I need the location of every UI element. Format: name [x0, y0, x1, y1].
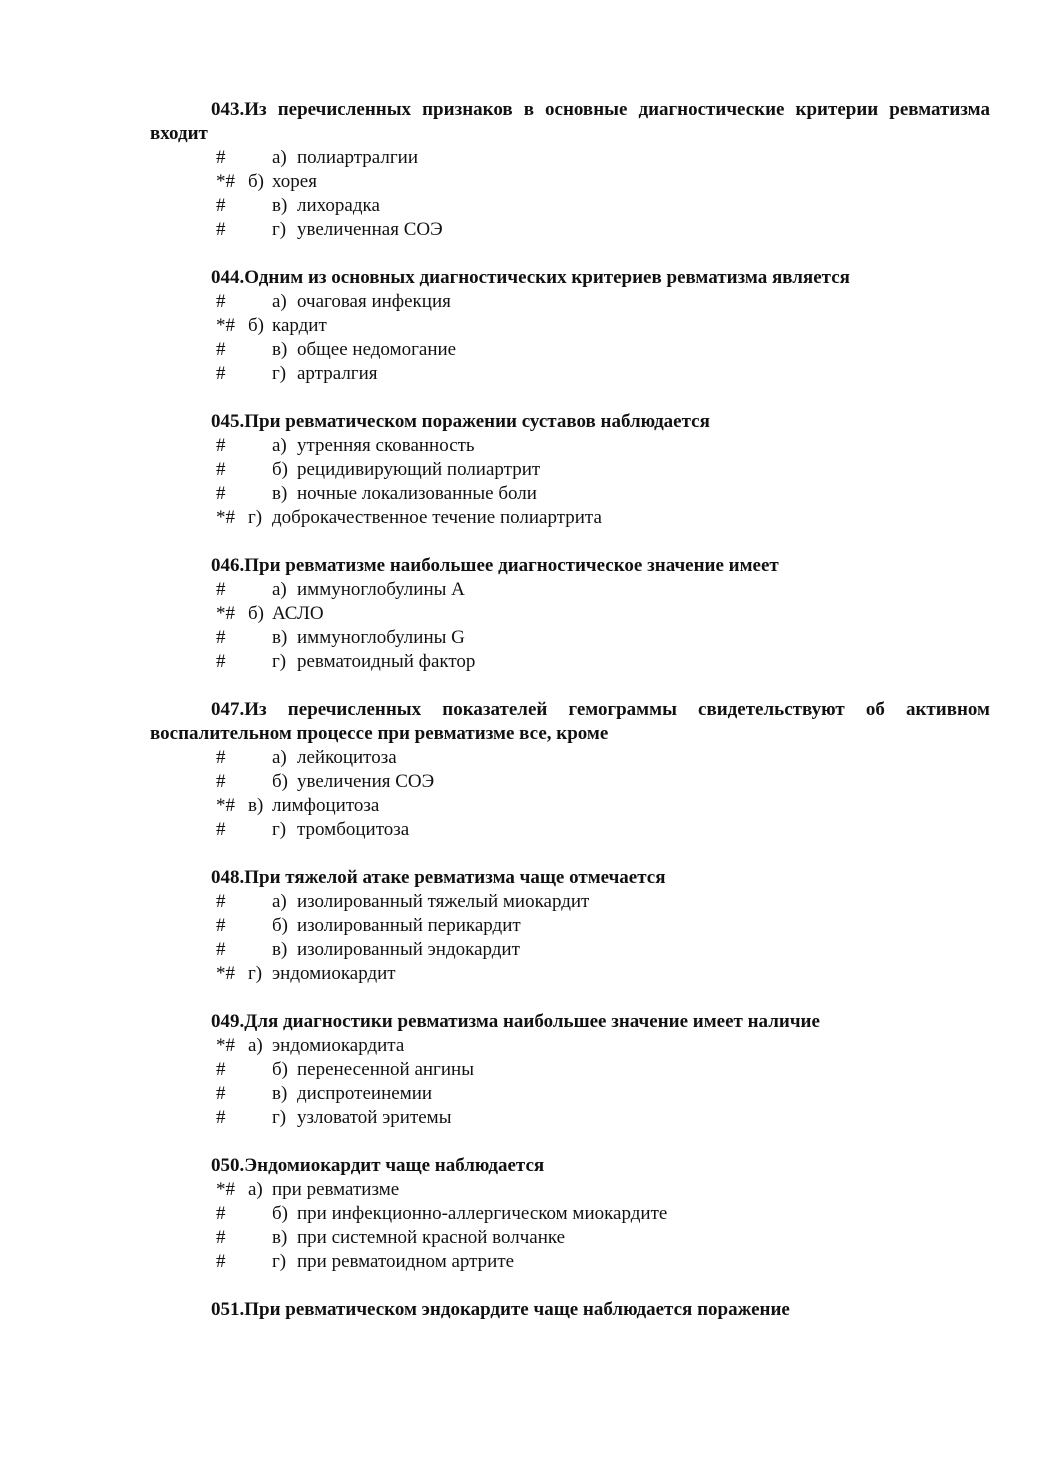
answer-option	[150, 914, 990, 938]
question-text: При ревматизме наибольшее диагностическое значение имеет	[244, 555, 779, 576]
option-text: лимфоцитоза	[272, 795, 380, 816]
answer-option	[150, 194, 990, 218]
answer-option	[150, 1082, 990, 1106]
question-title	[150, 410, 990, 434]
question-block	[150, 554, 990, 674]
option-letter: г)	[248, 507, 263, 528]
option-marker: *#	[216, 1179, 235, 1200]
option-letter: б)	[248, 315, 264, 336]
question-text: Для диагностики ревматизма наибольшее значение имеет наличие	[244, 1011, 820, 1032]
answer-option-correct	[150, 962, 990, 986]
option-text: лейкоцитоза	[297, 747, 397, 768]
option-text: ночные локализованные боли	[297, 483, 537, 504]
answer-option-correct	[150, 170, 990, 194]
answer-option-correct	[150, 314, 990, 338]
option-marker: #	[216, 1251, 226, 1272]
option-marker: #	[216, 459, 226, 480]
answer-option	[150, 818, 990, 842]
answer-option-correct	[150, 794, 990, 818]
option-marker: *#	[216, 171, 235, 192]
question-title	[150, 266, 990, 290]
option-letter: в)	[272, 627, 288, 648]
option-text: иммуноглобулины G	[297, 627, 465, 648]
option-letter: б)	[272, 1203, 288, 1224]
option-letter: б)	[248, 171, 264, 192]
option-marker: #	[216, 1227, 226, 1248]
option-letter: а)	[272, 291, 287, 312]
question-block	[150, 1154, 990, 1274]
question-number: 045.	[211, 411, 245, 432]
question-text: Эндомиокардит чаще наблюдается	[244, 1155, 545, 1176]
option-text: артралгия	[297, 363, 378, 384]
option-letter: г)	[272, 219, 287, 240]
option-text: при ревматизме	[272, 1179, 400, 1200]
option-letter: б)	[272, 771, 288, 792]
question-number: 049.	[211, 1011, 245, 1032]
answer-option	[150, 362, 990, 386]
option-letter: а)	[272, 435, 287, 456]
option-text: увеличения СОЭ	[297, 771, 435, 792]
option-letter: г)	[272, 363, 287, 384]
question-title	[150, 866, 990, 890]
option-letter: а)	[272, 747, 287, 768]
option-marker: *#	[216, 315, 235, 336]
question-title	[150, 1010, 990, 1034]
question-number: 047.	[211, 699, 245, 720]
option-letter: в)	[272, 195, 288, 216]
question-text: При ревматическом эндокардите чаще наблюдается поражение	[244, 1299, 790, 1320]
answer-option	[150, 890, 990, 914]
answer-option	[150, 1250, 990, 1274]
option-text: при системной красной волчанке	[297, 1227, 566, 1248]
option-text: иммуноглобулины А	[297, 579, 465, 600]
question-number: 044.	[211, 267, 245, 288]
option-text: тромбоцитоза	[297, 819, 410, 840]
option-letter: в)	[248, 795, 264, 816]
test-page	[150, 98, 990, 1346]
answer-option	[150, 458, 990, 482]
option-letter: а)	[248, 1035, 263, 1056]
option-text: увеличенная СОЭ	[297, 219, 443, 240]
option-text: эндомиокардита	[272, 1035, 405, 1056]
option-letter: г)	[272, 1107, 287, 1128]
answer-option	[150, 338, 990, 362]
option-letter: г)	[272, 819, 287, 840]
option-marker: *#	[216, 507, 235, 528]
question-text: Одним из основных диагностических критериев ревматизма является	[244, 267, 850, 288]
question-title	[150, 554, 990, 578]
answer-option	[150, 1106, 990, 1130]
question-title	[150, 98, 990, 146]
option-marker: #	[216, 915, 226, 936]
option-text: изолированный тяжелый миокардит	[297, 891, 590, 912]
answer-option-correct	[150, 602, 990, 626]
option-letter: а)	[248, 1179, 263, 1200]
option-marker: #	[216, 627, 226, 648]
option-marker: #	[216, 579, 226, 600]
answer-option	[150, 218, 990, 242]
option-marker: #	[216, 147, 226, 168]
option-marker: #	[216, 1107, 226, 1128]
question-number: 048.	[211, 867, 245, 888]
option-marker: #	[216, 891, 226, 912]
answer-option	[150, 626, 990, 650]
answer-option	[150, 482, 990, 506]
question-number: 046.	[211, 555, 245, 576]
option-text: полиартралгии	[297, 147, 418, 168]
answer-option	[150, 770, 990, 794]
option-marker: #	[216, 195, 226, 216]
option-text: эндомиокардит	[272, 963, 396, 984]
option-text: при инфекционно-аллергическом миокардите	[297, 1203, 668, 1224]
option-text: кардит	[272, 315, 327, 336]
option-marker: #	[216, 1083, 226, 1104]
question-block	[150, 98, 990, 242]
option-letter: б)	[272, 1059, 288, 1080]
option-letter: в)	[272, 939, 288, 960]
option-letter: в)	[272, 339, 288, 360]
option-marker: *#	[216, 795, 235, 816]
question-text: Из перечисленных признаков в основные диагностические критерии ревматизма входит	[150, 99, 990, 144]
answer-option	[150, 1058, 990, 1082]
option-marker: *#	[216, 1035, 235, 1056]
answer-option	[150, 650, 990, 674]
question-text: Из перечисленных показателей гемограммы свидетельствуют об активном воспалительном процессе при ревматизме все, кроме	[150, 699, 990, 744]
option-marker: #	[216, 291, 226, 312]
answer-option	[150, 746, 990, 770]
option-text: при ревматоидном артрите	[297, 1251, 515, 1272]
option-text: доброкачественное течение полиартрита	[272, 507, 602, 528]
option-marker: #	[216, 1203, 226, 1224]
question-block	[150, 866, 990, 986]
option-marker: #	[216, 651, 226, 672]
option-text: хорея	[272, 171, 317, 192]
question-block	[150, 266, 990, 386]
question-block	[150, 1010, 990, 1130]
answer-option	[150, 1226, 990, 1250]
option-letter: б)	[272, 915, 288, 936]
answer-option-correct	[150, 506, 990, 530]
answer-option	[150, 1202, 990, 1226]
question-list	[150, 98, 990, 1322]
option-text: диспротеинемии	[297, 1083, 433, 1104]
answer-option	[150, 434, 990, 458]
question-title	[150, 1154, 990, 1178]
option-letter: а)	[272, 891, 287, 912]
question-title	[150, 1298, 990, 1322]
option-marker: #	[216, 939, 226, 960]
option-letter: г)	[248, 963, 263, 984]
answer-option	[150, 938, 990, 962]
option-marker: #	[216, 339, 226, 360]
option-text: лихорадка	[297, 195, 380, 216]
option-marker: #	[216, 747, 226, 768]
option-marker: #	[216, 483, 226, 504]
option-text: утренняя скованность	[297, 435, 475, 456]
option-marker: #	[216, 819, 226, 840]
question-title	[150, 698, 990, 746]
option-text: очаговая инфекция	[297, 291, 451, 312]
question-number: 043.	[211, 99, 245, 120]
option-letter: а)	[272, 579, 287, 600]
option-letter: а)	[272, 147, 287, 168]
option-text: изолированный перикардит	[297, 915, 521, 936]
option-letter: б)	[248, 603, 264, 624]
option-marker: #	[216, 219, 226, 240]
question-block	[150, 1298, 990, 1322]
option-letter: в)	[272, 1083, 288, 1104]
option-text: изолированный эндокардит	[297, 939, 520, 960]
option-marker: *#	[216, 603, 235, 624]
answer-option	[150, 578, 990, 602]
question-block	[150, 698, 990, 842]
answer-option-correct	[150, 1178, 990, 1202]
option-marker: #	[216, 1059, 226, 1080]
question-number: 051.	[211, 1299, 245, 1320]
answer-option-correct	[150, 1034, 990, 1058]
option-letter: б)	[272, 459, 288, 480]
option-marker: #	[216, 363, 226, 384]
question-text: При тяжелой атаке ревматизма чаще отмечается	[244, 867, 666, 888]
option-letter: в)	[272, 1227, 288, 1248]
option-text: общее недомогание	[297, 339, 457, 360]
option-text: АСЛО	[272, 603, 324, 624]
option-letter: г)	[272, 651, 287, 672]
option-text: перенесенной ангины	[297, 1059, 474, 1080]
option-text: ревматоидный фактор	[297, 651, 476, 672]
question-text: При ревматическом поражении суставов наблюдается	[244, 411, 710, 432]
option-marker: *#	[216, 963, 235, 984]
answer-option	[150, 290, 990, 314]
answer-option	[150, 146, 990, 170]
option-text: рецидивирующий полиартрит	[297, 459, 541, 480]
question-number: 050.	[211, 1155, 245, 1176]
option-letter: г)	[272, 1251, 287, 1272]
option-letter: в)	[272, 483, 288, 504]
option-marker: #	[216, 771, 226, 792]
option-text: узловатой эритемы	[297, 1107, 452, 1128]
question-block	[150, 410, 990, 530]
option-marker: #	[216, 435, 226, 456]
